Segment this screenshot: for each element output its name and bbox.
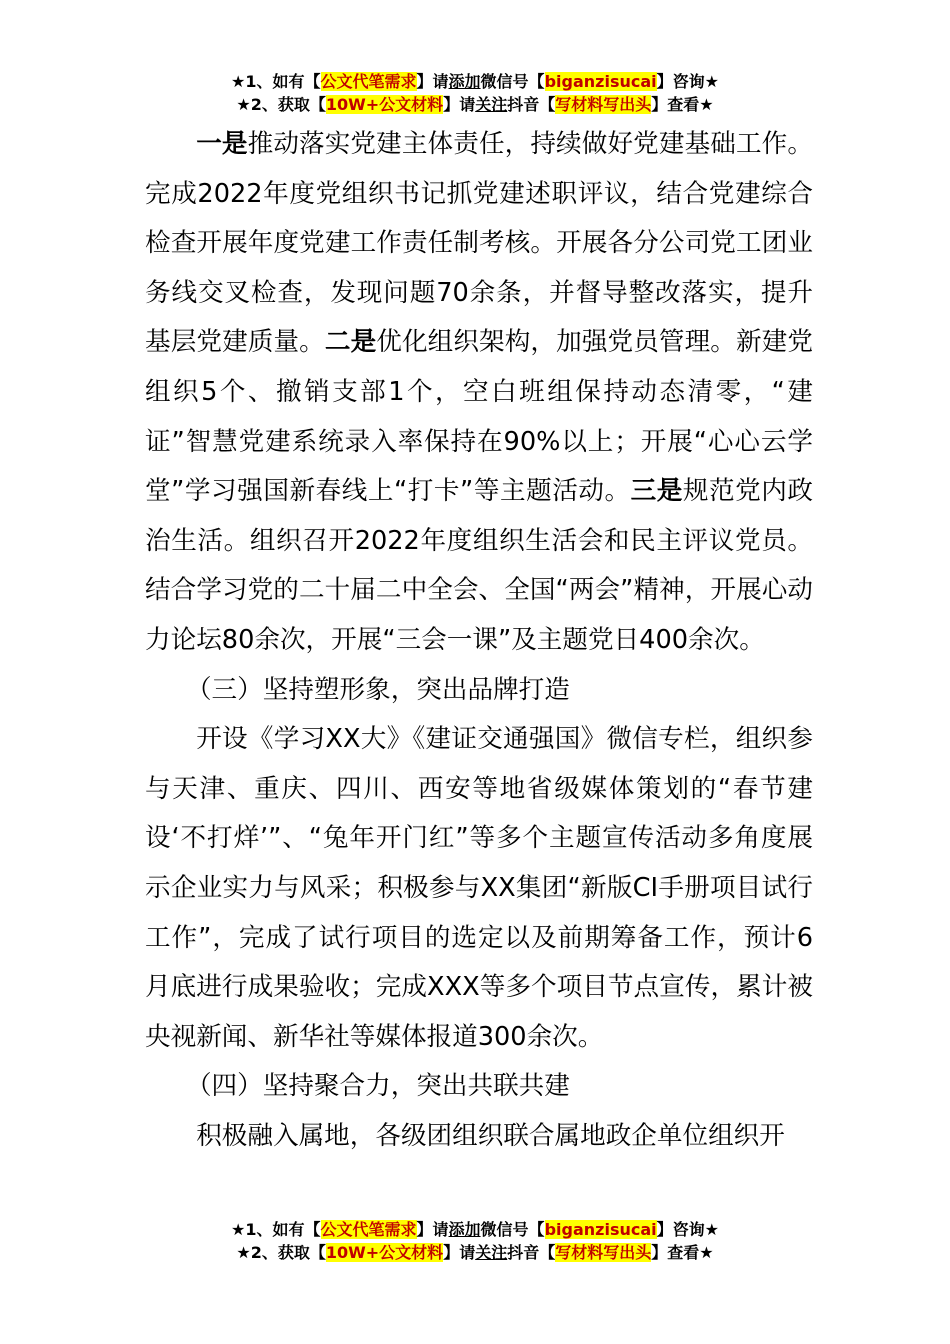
banner-text: 微信号【 xyxy=(480,72,545,91)
banner-text: 抖音【 xyxy=(507,95,556,114)
paragraph-text: 推动落实党建主体责任，持续做好党建基础工作。完成2022年度党组织书记抓党建述职评议，结合党建综合检查开展年度党建工作责任制考核。开展各分公司党工团业务线交叉检查，发现问题70余条，并督导整改落实，提升基层党建质量。 xyxy=(145,129,813,358)
paragraph-party-building xyxy=(145,120,813,666)
banner-text: ★2、获取【 xyxy=(236,1243,326,1262)
banner-highlight: biganzisucai xyxy=(544,1220,657,1239)
banner-text: 抖音【 xyxy=(507,1243,556,1262)
banner-text: 】请 xyxy=(416,72,449,91)
banner-underline: 关注 xyxy=(475,95,508,114)
banner-text: 】咨询★ xyxy=(656,72,719,91)
paragraph-text: 规范党内政治生活。组织召开2022年度组织生活会和民主评议党员。结合学习党的二十届二中全会、全国“两会”精神，开展心动力论坛80余次，开展“三会一课”及主题党日400余次。 xyxy=(145,476,813,655)
paragraph-brand: 开设《学习XX大》《建证交通强国》微信专栏，组织参与天津、重庆、四川、西安等地省级媒体策划的“春节建设‘不打烊’”、“兔年开门红”等多个主题宣传活动多角度展示企业实力与风采；积极参与XX集团“新版CI手册项目试行工作”，完成了试行项目的选定以及前期筹备工作，预计6月底进行成果验收；完成XXX等多个项目节点宣传，累计被央视新闻、新华社等媒体报道300余次。 xyxy=(145,724,813,1052)
banner-highlight: 10W+公文材料 xyxy=(325,1243,444,1262)
document-body xyxy=(145,120,813,1161)
banner-text: 微信号【 xyxy=(480,1220,545,1239)
bold-lead: 二是 xyxy=(324,327,377,358)
banner-line-1 xyxy=(0,70,950,93)
banner-underline: 添加 xyxy=(448,72,481,91)
banner-highlight: 写材料写出头 xyxy=(555,95,652,114)
bold-lead: 一是 xyxy=(196,129,248,159)
footer-banner xyxy=(0,1218,950,1264)
banner-text: ★1、如有【 xyxy=(231,1220,321,1239)
banner-text: 】查看★ xyxy=(651,1243,714,1262)
banner-underline: 关注 xyxy=(475,1243,508,1262)
banner-text: 】请 xyxy=(416,1220,449,1239)
banner-highlight: 公文代笔需求 xyxy=(320,1220,417,1239)
section-heading-4: （四）坚持聚合力，突出共联共建 xyxy=(185,1071,570,1102)
banner-text: 】咨询★ xyxy=(656,1220,719,1239)
banner-highlight: 写材料写出头 xyxy=(555,1243,652,1262)
banner-line-1 xyxy=(0,1218,950,1241)
banner-text: 】请 xyxy=(443,95,476,114)
banner-line-2 xyxy=(0,93,950,116)
banner-underline: 添加 xyxy=(448,1220,481,1239)
section-heading-3: （三）坚持塑形象，突出品牌打造 xyxy=(185,674,570,705)
banner-text: 】请 xyxy=(443,1243,476,1262)
banner-highlight: biganzisucai xyxy=(544,72,657,91)
paragraph-text: 优化组织架构，加强党员管理。新建党组织5个、撤销支部1个，空白班组保持动态清零，“建证”智慧党建系统录入率保持在90%以上；开展“心心云学堂”学习强国新春线上“打卡”等主题活动。 xyxy=(145,327,813,507)
banner-text: ★2、获取【 xyxy=(236,95,326,114)
banner-text: ★1、如有【 xyxy=(231,72,321,91)
banner-highlight: 10W+公文材料 xyxy=(325,95,444,114)
banner-line-2 xyxy=(0,1241,950,1264)
bold-lead: 三是 xyxy=(630,476,683,507)
banner-text: 】查看★ xyxy=(651,95,714,114)
banner-highlight: 公文代笔需求 xyxy=(320,72,417,91)
paragraph-cooperation: 积极融入属地，各级团组织联合属地政企单位组织开 xyxy=(196,1120,785,1151)
header-banner xyxy=(0,70,950,116)
